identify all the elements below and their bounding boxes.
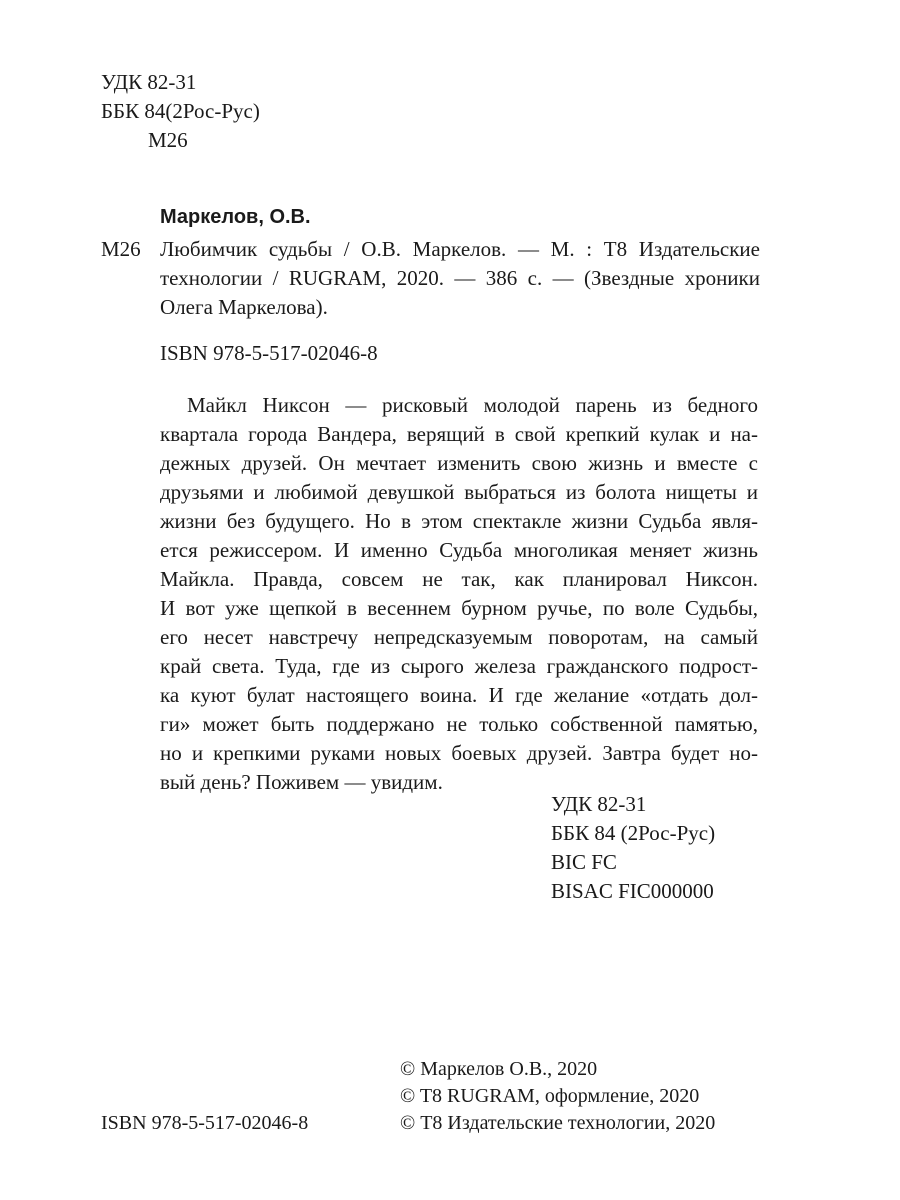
annotation <box>160 391 758 797</box>
annotation-line: ги» может быть поддержано не только собственной памятью, <box>160 712 758 736</box>
annotation-line: Майкл Никсон — рисковый молодой парень из бедного <box>187 393 758 417</box>
annotation-line: ка куют булат настоящего воина. И где желание «отдать дол- <box>160 683 758 707</box>
copyright-line: © Т8 Издательские технологии, 2020 <box>400 1112 716 1134</box>
footer-classification-codes <box>551 790 715 906</box>
annotation-line: дежных друзей. Он мечтает изменить свою жизнь и вместе с <box>160 451 758 475</box>
copyright-line: © T8 RUGRAM, оформление, 2020 <box>400 1085 700 1107</box>
copyright-notices <box>400 1055 715 1136</box>
annotation-line: ется режиссером. И именно Судьба многоликая меняет жизнь <box>160 538 758 562</box>
annotation-line: его несет навстречу непредсказуемым поворотам, на самый <box>160 625 758 649</box>
copyright-line: © Маркелов О.В., 2020 <box>400 1058 598 1080</box>
cutter-code: М26 <box>148 128 188 152</box>
bbk-code: ББК 84(2Рос-Рус) <box>101 99 260 123</box>
annotation-line: И вот уже щепкой в весеннем бурном ручье, по воле Судьбы, <box>160 596 758 620</box>
isbn-footer: ISBN 978-5-517-02046-8 <box>101 1112 309 1134</box>
bisac-code: BISAC FIC000000 <box>551 879 714 903</box>
annotation-line: край света. Туда, где из сырого железа гражданского подрост- <box>160 654 758 678</box>
bbk-code: ББК 84 (2Рос-Рус) <box>551 821 716 845</box>
annotation-line: квартала города Вандера, верящий в свой крепкий кулак и на- <box>160 422 758 446</box>
udk-code: УДК 82-31 <box>551 792 647 816</box>
bibliographic-description <box>160 235 760 322</box>
annotation-line: друзьями и любимой девушкой выбраться из болота нищеты и <box>160 480 758 504</box>
biblio-line: технологии / RUGRAM, 2020. — 386 с. — (Звездные хроники <box>160 266 760 290</box>
author-heading: Маркелов, О.В. <box>160 206 311 228</box>
biblio-line: Любимчик судьбы / О.В. Маркелов. — М. : Т8 Издательские <box>160 237 760 261</box>
biblio-line: Олега Маркелова). <box>160 295 328 319</box>
annotation-line: но и крепкими руками новых боевых друзей. Завтра будет но- <box>160 741 758 765</box>
header-classification-codes <box>101 68 260 155</box>
annotation-line: жизни без будущего. Но в этом спектакле жизни Судьба явля- <box>160 509 758 533</box>
udk-code: УДК 82-31 <box>101 70 197 94</box>
annotation-line: вый день? Поживем — увидим. <box>160 770 443 794</box>
cutter-mark: М26 <box>101 237 141 261</box>
annotation-line: Майкла. Правда, совсем не так, как планировал Никсон. <box>160 567 758 591</box>
bic-code: BIC FC <box>551 850 617 874</box>
isbn-main: ISBN 978-5-517-02046-8 <box>160 341 378 365</box>
